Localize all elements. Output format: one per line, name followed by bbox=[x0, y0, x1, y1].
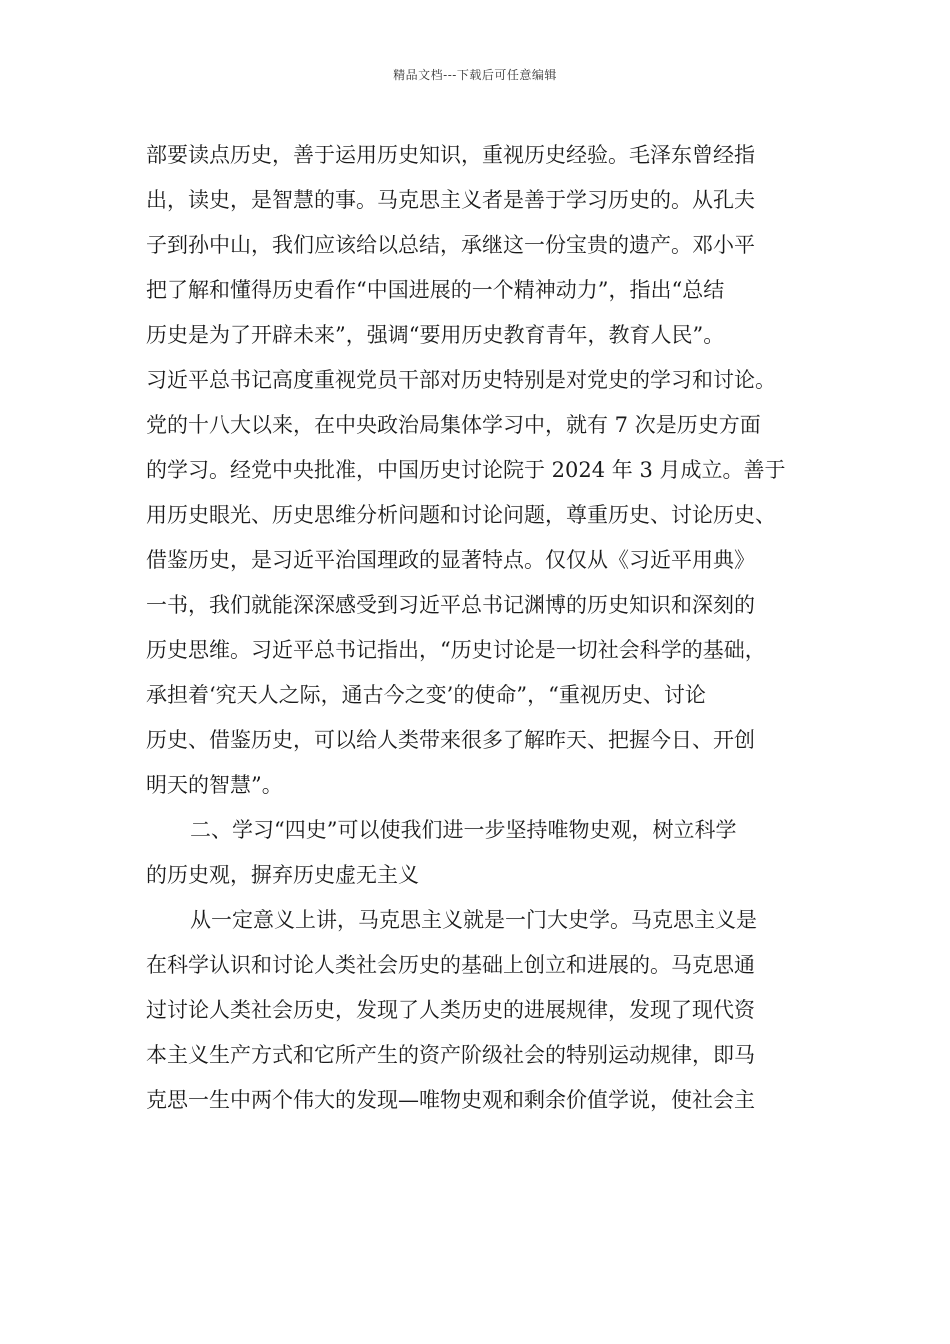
page-header: 精品文档---下载后可任意编辑 bbox=[393, 68, 557, 82]
text-line: 历史是为了开辟未来”，强调“要用历史教育青年，教育人民”。 bbox=[146, 323, 725, 347]
text-line: 本主义生产方式和它所产生的资产阶级社会的特别运动规律，即马 bbox=[146, 1043, 755, 1067]
text-line: 克思一生中两个伟大的发现—唯物史观和剩余价值学说，使社会主 bbox=[146, 1088, 755, 1112]
text-line: 借鉴历史，是习近平治国理政的显著特点。仅仅从《习近平用典》 bbox=[146, 548, 755, 572]
text-line: 子到孙中山，我们应该给以总结，承继这一份宝贵的遗产。邓小平 bbox=[146, 233, 755, 257]
paragraph-start-line: 从一定意义上讲，马克思主义就是一门大史学。马克思主义是 bbox=[190, 908, 757, 932]
text-line: 党的十八大以来，在中央政治局集体学习中，就有 7 次是历史方面 bbox=[146, 413, 761, 437]
text-line: 部要读点历史，善于运用历史知识，重视历史经验。毛泽东曾经指 bbox=[146, 143, 755, 167]
text-line: 出，读史，是智慧的事。马克思主义者是善于学习历史的。从孔夫 bbox=[146, 188, 755, 212]
text-line: 承担着‘究天人之际，通古今之变’的使命”，“重视历史、讨论 bbox=[146, 683, 706, 707]
text-line: 在科学认识和讨论人类社会历史的基础上创立和进展的。马克思通 bbox=[146, 953, 755, 977]
text-line: 的学习。经党中央批准，中国历史讨论院于 2024 年 3 月成立。善于 bbox=[146, 458, 786, 482]
text-line: 一书，我们就能深深感受到习近平总书记渊博的历史知识和深刻的 bbox=[146, 593, 755, 617]
section-heading-line: 的历史观，摒弃历史虚无主义 bbox=[146, 863, 419, 887]
text-line: 明天的智慧”。 bbox=[146, 773, 283, 797]
text-line: 把了解和懂得历史看作“中国进展的一个精神动力”，指出“总结 bbox=[146, 278, 725, 302]
section-heading-line: 二、学习“四史”可以使我们进一步坚持唯物史观，树立科学 bbox=[190, 818, 737, 842]
text-line: 习近平总书记高度重视党员干部对历史特别是对党史的学习和讨论。 bbox=[146, 368, 776, 392]
text-line: 历史、借鉴历史，可以给人类带来很多了解昨天、把握今日、开创 bbox=[146, 728, 755, 752]
text-line: 用历史眼光、历史思维分析问题和讨论问题，尊重历史、讨论历史、 bbox=[146, 503, 776, 527]
text-line: 过讨论人类社会历史，发现了人类历史的进展规律，发现了现代资 bbox=[146, 998, 755, 1022]
body-text bbox=[146, 133, 826, 1123]
text-line: 历史思维。习近平总书记指出，“历史讨论是一切社会科学的基础， bbox=[146, 638, 766, 662]
